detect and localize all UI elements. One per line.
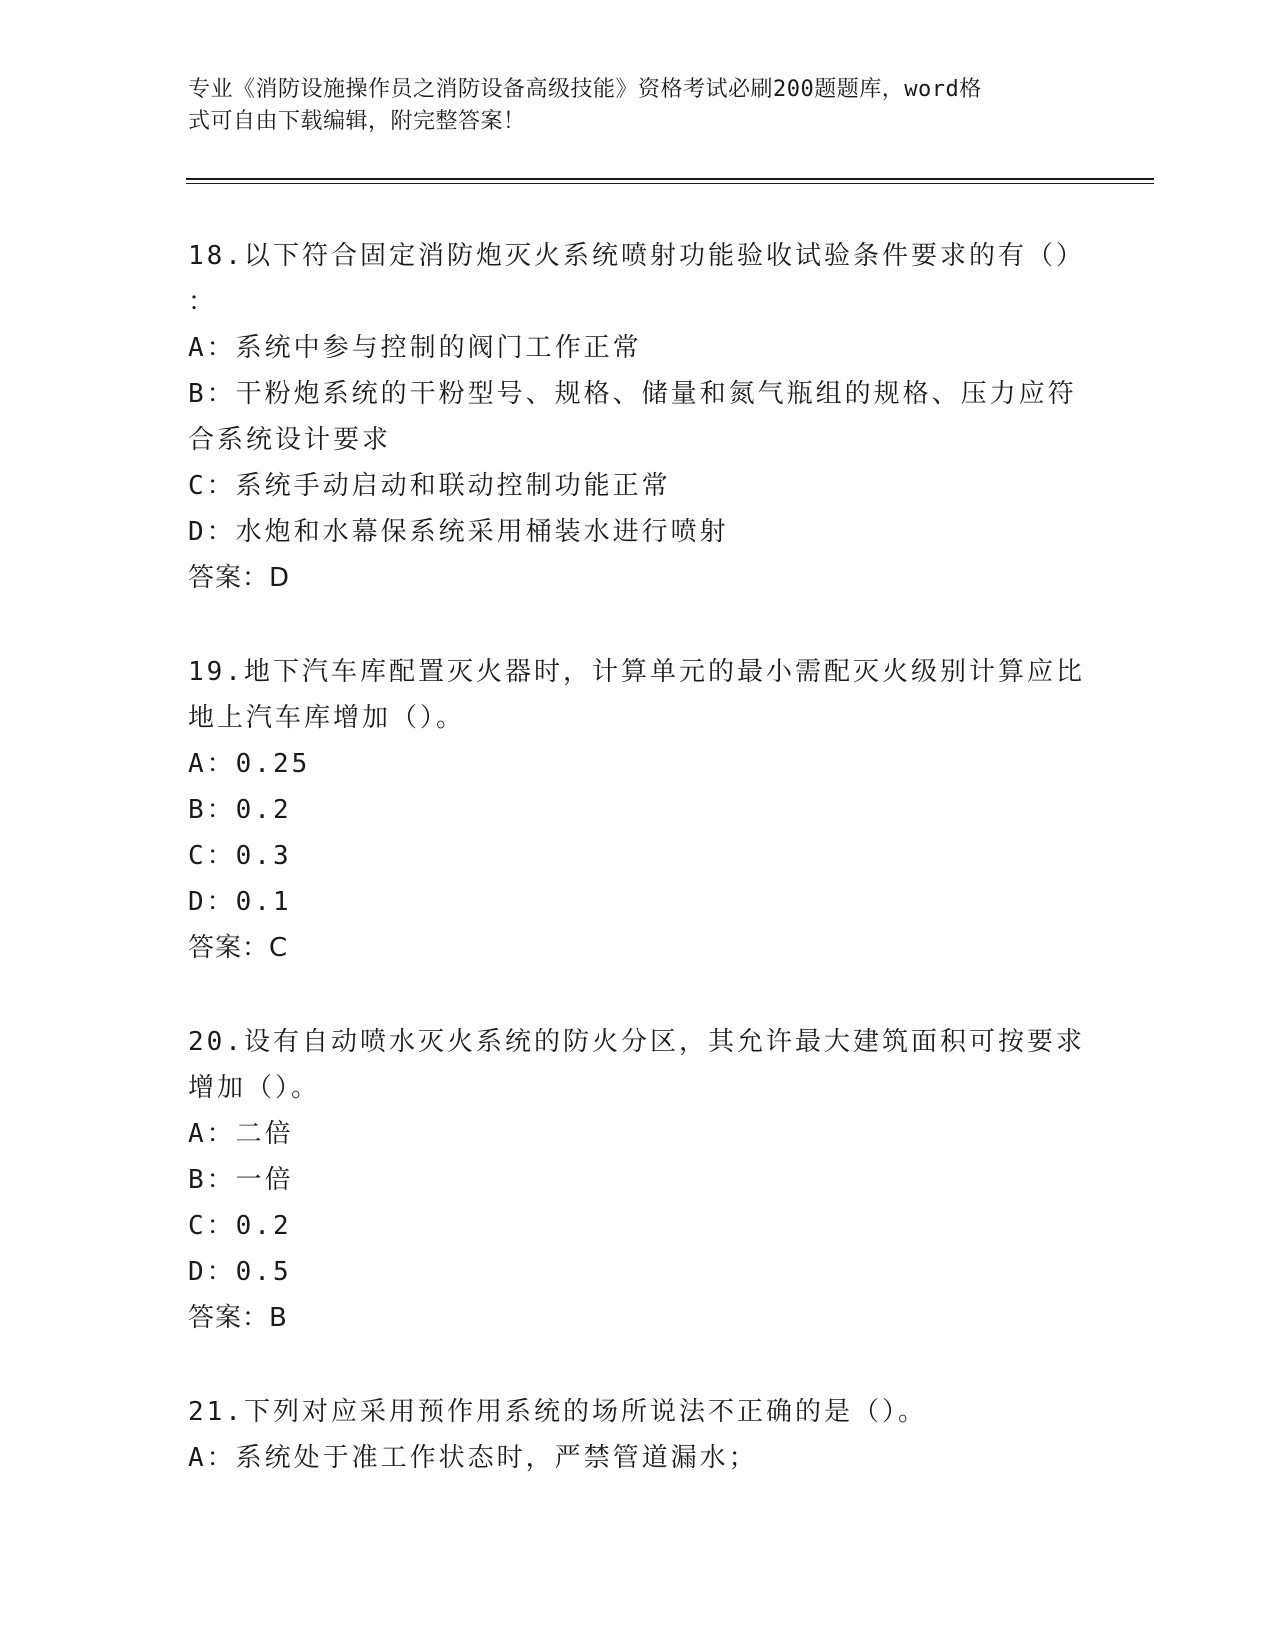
answer-label: 答案：D	[188, 563, 291, 593]
option-b: B：干粉炮系统的干粉型号、规格、储量和氮气瓶组的规格、压力应符	[188, 379, 1077, 409]
option-d: D：0.1	[188, 887, 292, 917]
document-header	[188, 74, 1068, 138]
answer-label: 答案：B	[188, 1303, 288, 1333]
header-divider-thick	[186, 178, 1154, 180]
option-b-continued: 合系统设计要求	[188, 425, 392, 455]
question-stem-line: 18.以下符合固定消防炮灭火系统喷射功能验收试验条件要求的有（）	[188, 241, 1085, 271]
question-stem-line: 地上汽车库增加（）。	[188, 703, 466, 733]
option-c: C：系统手动启动和联动控制功能正常	[188, 471, 671, 501]
option-a: A：二倍	[188, 1119, 294, 1149]
header-line-1: 专业《消防设施操作员之消防设备高级技能》资格考试必刷200题题库，word格	[188, 77, 982, 102]
question-20	[188, 1019, 1088, 1341]
question-stem-line: 19.地下汽车库配置灭火器时，计算单元的最小需配灭火级别计算应比	[188, 657, 1085, 687]
question-stem-line: 增加（）。	[188, 1073, 321, 1103]
option-d: D：水炮和水幕保系统采用桶装水进行喷射	[188, 517, 729, 547]
question-19	[188, 649, 1088, 971]
option-c: C：0.2	[188, 1211, 292, 1241]
question-18	[188, 233, 1088, 601]
question-stem-line: 21.下列对应采用预作用系统的场所说法不正确的是（）。	[188, 1397, 927, 1427]
question-list	[188, 233, 1088, 1481]
header-divider-thin	[186, 183, 1154, 184]
question-stem-line: 20.设有自动喷水灭火系统的防火分区，其允许最大建筑面积可按要求	[188, 1027, 1085, 1057]
option-a: A：系统处于准工作状态时，严禁管道漏水；	[188, 1443, 758, 1473]
option-c: C：0.3	[188, 841, 292, 871]
answer-label: 答案：C	[188, 933, 289, 963]
question-21	[188, 1389, 1088, 1481]
option-a: A：0.25	[188, 749, 311, 779]
option-b: B：0.2	[188, 795, 292, 825]
option-a: A：系统中参与控制的阀门工作正常	[188, 333, 642, 363]
option-b: B：一倍	[188, 1165, 294, 1195]
header-line-2: 式可自由下载编辑，附完整答案！	[188, 109, 526, 134]
option-d: D：0.5	[188, 1257, 292, 1287]
question-stem-line: ：	[188, 287, 218, 317]
